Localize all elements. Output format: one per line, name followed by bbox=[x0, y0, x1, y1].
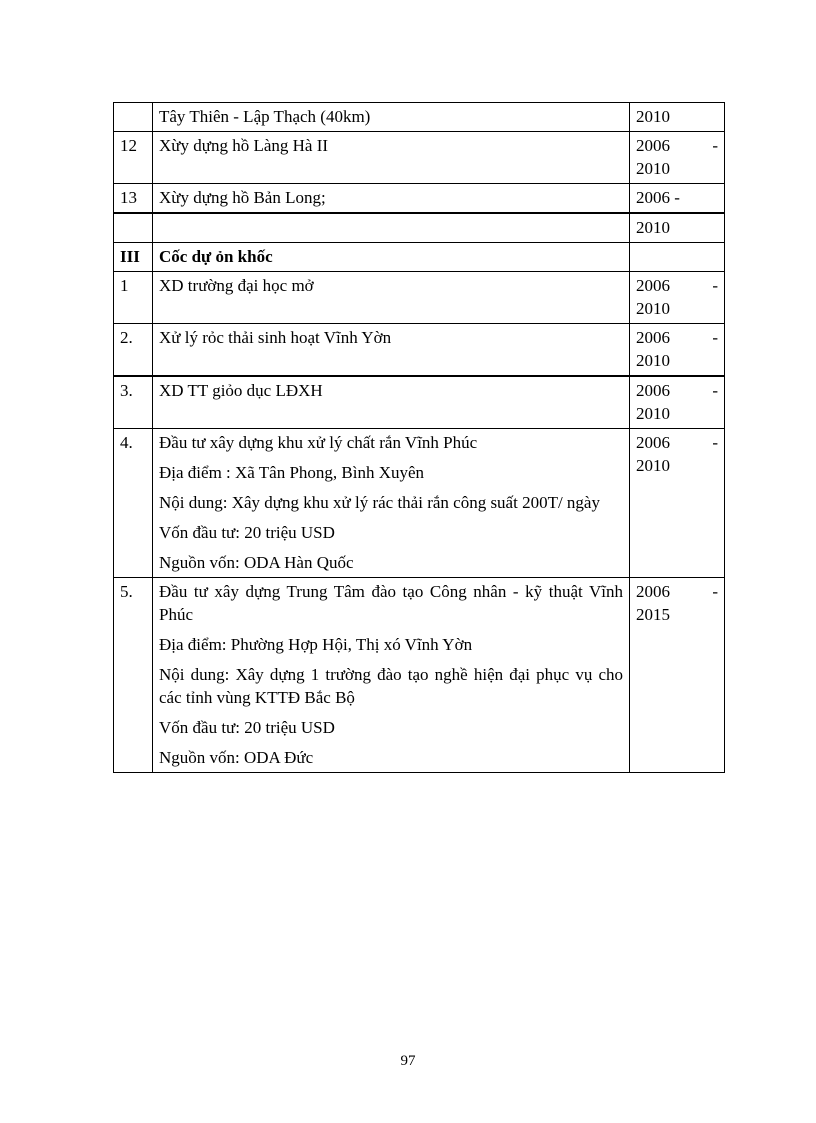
year-start: 2006 bbox=[636, 582, 670, 601]
content-line: Địa điểm : Xã Tân Phong, Bình Xuyên bbox=[159, 463, 425, 482]
row-number: 13 bbox=[114, 184, 153, 214]
row-years bbox=[630, 429, 725, 578]
year-dash: - bbox=[712, 433, 718, 452]
year-dash: - bbox=[712, 328, 718, 347]
row-content bbox=[153, 272, 630, 324]
row-content bbox=[153, 376, 630, 429]
row-number: 2. bbox=[114, 324, 153, 377]
row-number bbox=[114, 103, 153, 132]
row-years bbox=[630, 132, 725, 184]
year-dash: - bbox=[712, 136, 718, 155]
row-years bbox=[630, 324, 725, 377]
row-content bbox=[153, 578, 630, 773]
content-line bbox=[159, 216, 623, 239]
year-end: 2010 bbox=[636, 159, 670, 178]
row-years bbox=[630, 578, 725, 773]
row-number: 1 bbox=[114, 272, 153, 324]
year-start: 2010 bbox=[636, 218, 670, 237]
table-row bbox=[114, 272, 725, 324]
row-years bbox=[630, 103, 725, 132]
content-line: Nguồn vốn: ODA Đức bbox=[159, 748, 314, 767]
row-years bbox=[630, 243, 725, 272]
content-line: Xử lý rỏc thải sinh hoạt Vĩnh Yờn bbox=[159, 328, 392, 347]
row-years bbox=[630, 272, 725, 324]
content-line: Vốn đầu tư: 20 triệu USD bbox=[159, 523, 335, 542]
table-row bbox=[114, 376, 725, 429]
content-line: Xừy dựng hồ Bản Long; bbox=[159, 188, 326, 207]
year-start: 2006 bbox=[636, 136, 670, 155]
year-start: 2006 bbox=[636, 433, 670, 452]
row-number: 3. bbox=[114, 376, 153, 429]
year-dash: - bbox=[712, 381, 718, 400]
table-row bbox=[114, 132, 725, 184]
content-line: Đầu tư xây dựng Trung Tâm đào tạo Công nhân - kỹ thuật Vĩnh Phúc bbox=[159, 582, 623, 624]
content-line: Vốn đầu tư: 20 triệu USD bbox=[159, 718, 335, 737]
year-dash: - bbox=[712, 582, 718, 601]
row-years bbox=[630, 213, 725, 243]
section-title bbox=[153, 243, 630, 272]
page-number: 97 bbox=[400, 1053, 416, 1069]
row-content bbox=[153, 324, 630, 377]
content-line: Nguồn vốn: ODA Hàn Quốc bbox=[159, 553, 354, 572]
row-number bbox=[114, 213, 153, 243]
content-line: Địa điểm: Phường Hợp Hội, Thị xó Vĩnh Yờn bbox=[159, 635, 473, 654]
year-end: 2010 bbox=[636, 299, 670, 318]
row-years bbox=[630, 184, 725, 214]
year-start: 2006 bbox=[636, 381, 670, 400]
row-content bbox=[153, 213, 630, 243]
row-years bbox=[630, 376, 725, 429]
table-row bbox=[114, 213, 725, 243]
year-end: 2015 bbox=[636, 605, 670, 624]
row-number: 12 bbox=[114, 132, 153, 184]
year-end: 2010 bbox=[636, 456, 670, 475]
content-line: Xừy dựng hồ Làng Hà II bbox=[159, 136, 329, 155]
content-line: Cốc dự ỏn khốc bbox=[159, 247, 273, 266]
content-line: XD TT giỏo dục LĐXH bbox=[159, 381, 323, 400]
content-line: XD trường đại học mở bbox=[159, 276, 314, 295]
row-number: 5. bbox=[114, 578, 153, 773]
year-end: 2010 bbox=[636, 404, 670, 423]
table-row bbox=[114, 103, 725, 132]
project-table bbox=[113, 102, 725, 773]
year-dash: - bbox=[712, 276, 718, 295]
year-start: 2006 bbox=[636, 328, 670, 347]
table-row bbox=[114, 578, 725, 773]
content-line: Nội dung: Xây dựng 1 trường đào tạo nghề hiện đại phục vụ cho các tỉnh vùng KTTĐ Bắc Bộ bbox=[159, 665, 623, 707]
row-number: 4. bbox=[114, 429, 153, 578]
content-line: Nội dung: Xây dựng khu xử lý rác thải rắn công suất 200T/ ngày bbox=[159, 493, 600, 512]
table-row bbox=[114, 429, 725, 578]
year-start: 2006 bbox=[636, 276, 670, 295]
section-row bbox=[114, 243, 725, 272]
year-start: 2010 bbox=[636, 107, 670, 126]
content-line: Tây Thiên - Lập Thạch (40km) bbox=[159, 107, 371, 126]
row-content bbox=[153, 103, 630, 132]
year-end: 2010 bbox=[636, 351, 670, 370]
row-content bbox=[153, 429, 630, 578]
row-content bbox=[153, 132, 630, 184]
row-content bbox=[153, 184, 630, 214]
section-number: III bbox=[114, 243, 153, 272]
table-row bbox=[114, 324, 725, 377]
content-line: Đầu tư xây dựng khu xử lý chất rắn Vĩnh Phúc bbox=[159, 433, 478, 452]
year-start: 2006 - bbox=[636, 188, 680, 207]
table-row bbox=[114, 184, 725, 214]
